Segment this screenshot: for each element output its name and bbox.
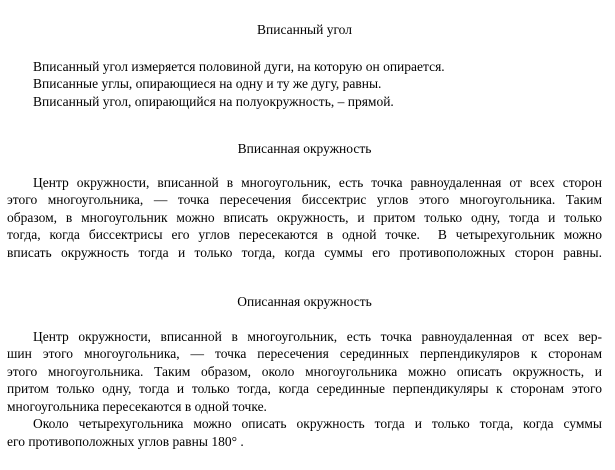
text-line: этого многоугольника. Таким образом, около многоугольника можно описать окружность, и [7,363,602,379]
section-title-circumscribed-circle: Описанная окружность [237,294,372,309]
text-line: многоугольника пересекаются в одной точке. [7,398,267,414]
text-line: его противоположных углов равны 180° . [7,433,244,449]
inscribed-angle-statements [7,58,602,111]
statement-line: Вписанный угол измеряется половиной дуги, на которую он опирается. [33,58,445,74]
text-line: Центр окружности, вписанной в многоугольник, есть точка равноудаленная от всех вер- [33,328,602,344]
inscribed-circle-paragraph [7,174,602,262]
text-line: этого многоугольника, — точка пересечения биссектрис углов этого многоугольника. Таким [7,192,602,207]
statement-line: Вписанные углы, опирающиеся на одну и ту же дугу, равны. [33,76,382,91]
section-title-inscribed-circle: Вписанная окружность [237,141,372,156]
text-line: вписать окружность тогда и только тогда, когда суммы его противоположных сторон равны. [7,244,602,260]
text-line: Около четырехугольника можно описать окружность тогда и только тогда, когда суммы [33,416,602,431]
section-title-inscribed-angle: Вписанный угол [257,22,352,37]
text-line: образом, в многоугольник можно вписать окружность, и притом только одну, тогда и только [7,209,602,225]
text-line: тогда, когда биссектрисы его углов пересекаются в одной точке. В четырехугольник можно [7,227,602,242]
text-line: шин этого многоугольника, — точка пересечения серединных перпендикуляров к сторонам [7,346,602,361]
statement-line: Вписанный угол, опирающийся на полуокружность, – прямой. [33,93,394,109]
text-line: Центр окружности, вписанной в многоугольник, есть точка равноудаленная от всех сторон [33,174,602,190]
circumscribed-circle-paragraph-2 [7,415,602,450]
text-line: притом только одну, тогда и только тогда, когда серединные перпендикуляры к сторонам этого [7,381,602,396]
circumscribed-circle-paragraph-1 [7,328,602,416]
